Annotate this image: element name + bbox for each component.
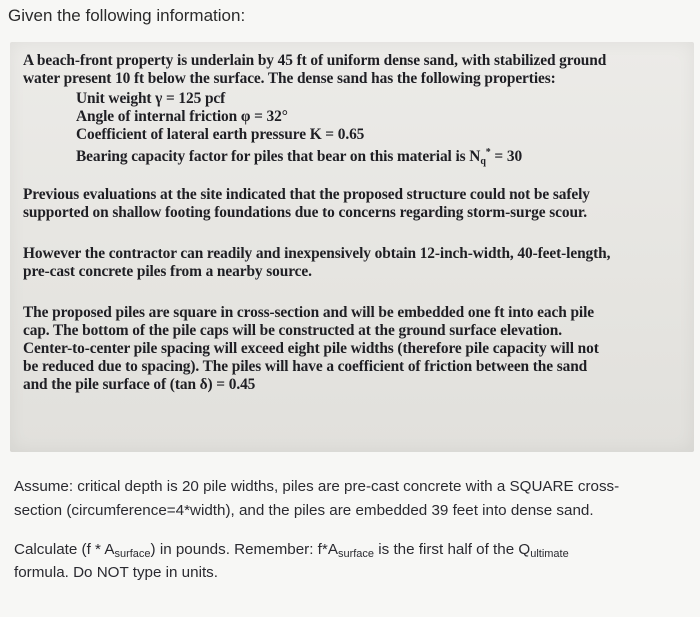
calc-part-a: Calculate (f: [14, 541, 96, 558]
para4-line-4: be reduced due to spacing). The piles will have a coefficient of friction between the sand: [23, 358, 588, 375]
para4-line-1: The proposed piles are square in cross-section and will be embedded one ft into each pile: [23, 304, 594, 321]
para4-line-3: Center-to-center pile spacing will exceed eight pile widths (therefore pile capacity will not: [23, 340, 599, 357]
property-unit-weight: Unit weight γ = 125 pcf: [76, 90, 226, 107]
bearing-value: = 30: [490, 148, 523, 165]
para4-line-5: and the pile surface of (tan δ) = 0.45: [23, 376, 256, 393]
property-friction-angle: Angle of internal friction φ = 32°: [76, 108, 288, 125]
bearing-text: Bearing capacity factor for piles that bear on this material is N: [76, 148, 481, 165]
calc-part-f: is the first half of the Q: [374, 541, 531, 558]
bearing-superscript: *: [485, 147, 491, 158]
intro-line-2: water present 10 ft below the surface. The dense sand has the following properties:: [23, 70, 556, 87]
assume-line-2: section (circumference=4*width), and the piles are embedded 39 feet into dense sand.: [14, 502, 594, 519]
calc-part-b: * A: [95, 541, 115, 558]
calc-part-d: ) in pounds. Remember: f*A: [150, 541, 338, 558]
para3-line-1: However the contractor can readily and inexpensively obtain 12-inch-width, 40-feet-length,: [23, 245, 611, 262]
para2-line-2: supported on shallow footing foundations due to concerns regarding storm-surge scour.: [23, 204, 587, 221]
para3-line-2: pre-cast concrete piles from a nearby source.: [23, 263, 312, 280]
para2-line-1: Previous evaluations at the site indicated that the proposed structure could not be safely: [23, 186, 590, 203]
question-title: Given the following information:: [8, 6, 246, 25]
calc-sub-surface-1: surface: [114, 548, 151, 560]
property-bearing-factor: [76, 144, 522, 172]
calculate-line-2: formula. Do NOT type in units.: [14, 564, 218, 581]
property-earth-pressure: Coefficient of lateral earth pressure K = 0.65: [76, 126, 365, 143]
calc-sub-ultimate: ultimate: [530, 548, 569, 560]
para4-line-2: cap. The bottom of the pile caps will be constructed at the ground surface elevation.: [23, 322, 562, 339]
intro-line-1: A beach-front property is underlain by 45 ft of uniform dense sand, with stabilized ground: [23, 52, 607, 69]
problem-photo: [10, 42, 694, 452]
assume-line-1: Assume: critical depth is 20 pile widths, piles are pre-cast concrete with a SQUARE cross-: [14, 478, 620, 495]
bearing-subscript: q: [480, 156, 486, 167]
calc-sub-surface-2: surface: [337, 548, 375, 560]
